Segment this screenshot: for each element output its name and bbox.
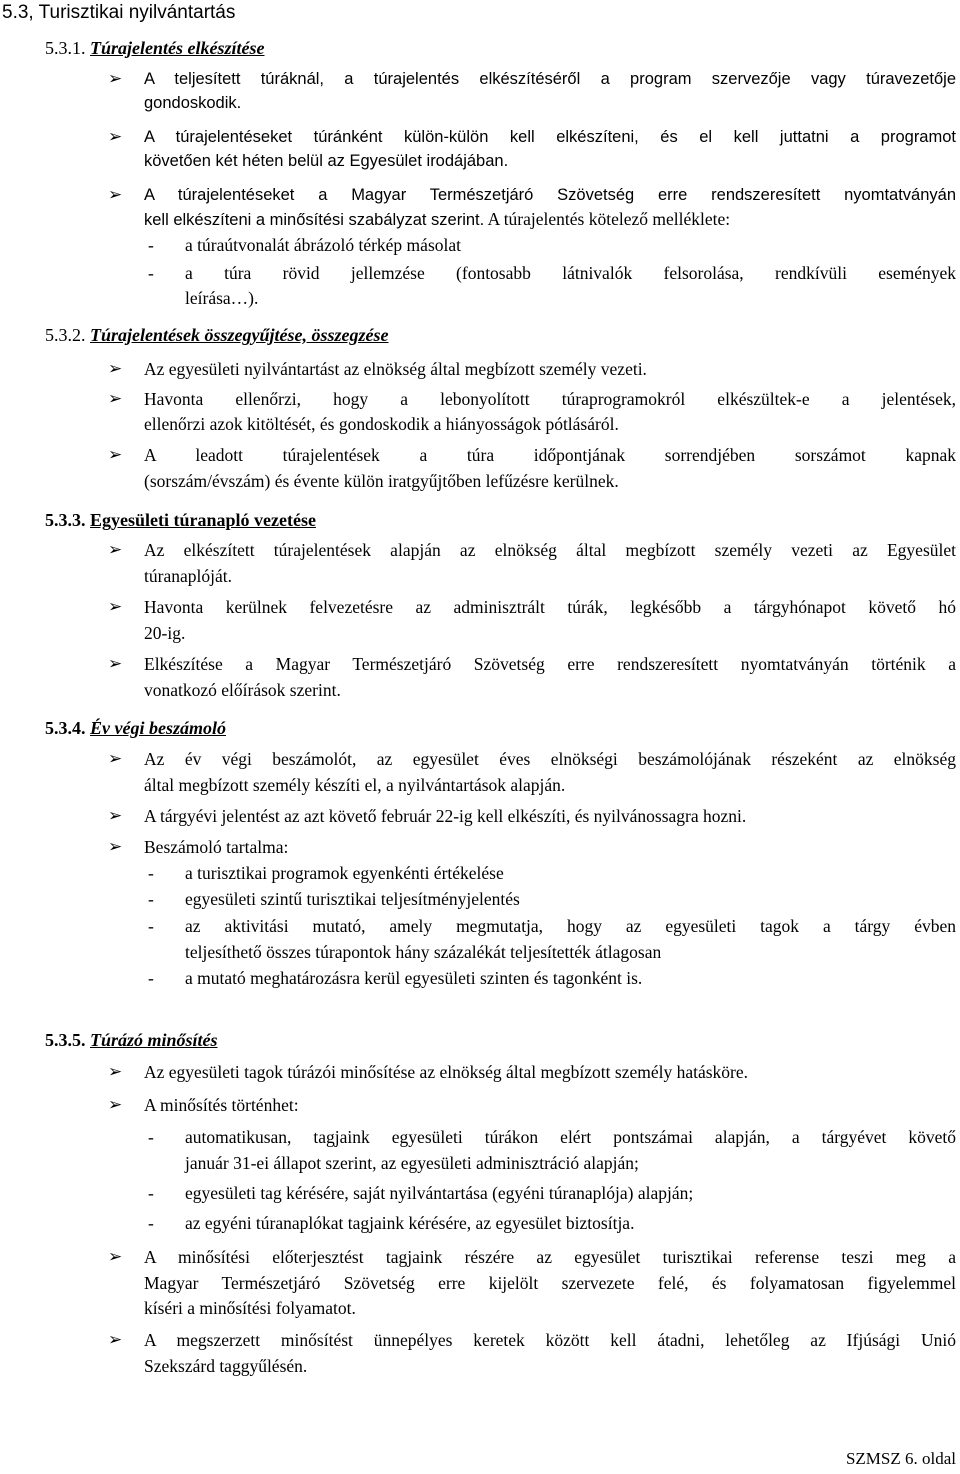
arrow-bullet-icon: ➢: [108, 1062, 123, 1082]
arrow-bullet-icon: ➢: [108, 185, 123, 205]
arrow-bullet-icon: ➢: [108, 1095, 123, 1115]
dash-bullet: -: [148, 263, 154, 283]
section-heading-5-3-4: 5.3.4. Év végi beszámoló: [45, 718, 226, 738]
arrow-bullet-icon: ➢: [108, 654, 123, 674]
dash-bullet: -: [148, 235, 154, 255]
arrow-bullet-icon: ➢: [108, 359, 123, 379]
arrow-bullet-icon: ➢: [108, 806, 123, 826]
arrow-bullet-icon: ➢: [108, 127, 123, 147]
dash-bullet: -: [148, 968, 154, 988]
dash-bullet: -: [148, 863, 154, 883]
arrow-bullet-icon: ➢: [108, 1247, 123, 1267]
dash-bullet: -: [148, 1183, 154, 1203]
arrow-bullet-icon: ➢: [108, 69, 123, 89]
dash-bullet: -: [148, 889, 154, 909]
section-heading-5-3-3: 5.3.3. Egyesületi túranapló vezetése: [45, 510, 316, 530]
section-heading-5-3-2: 5.3.2. Túrajelentések összegyűjtése, összegzése: [45, 325, 389, 345]
section-heading-5-3-5: 5.3.5. Túrázó minősítés: [45, 1030, 218, 1050]
arrow-bullet-icon: ➢: [108, 749, 123, 769]
arrow-bullet-icon: ➢: [108, 445, 123, 465]
arrow-bullet-icon: ➢: [108, 837, 123, 857]
dash-bullet: -: [148, 1213, 154, 1233]
dash-bullet: -: [148, 916, 154, 936]
arrow-bullet-icon: ➢: [108, 1330, 123, 1350]
arrow-bullet-icon: ➢: [108, 389, 123, 409]
section-heading-5-3-1: 5.3.1. Túrajelentés elkészítése: [45, 38, 265, 58]
page-title: 5.3, Turisztikai nyilvántartás: [2, 2, 236, 23]
dash-bullet: -: [148, 1127, 154, 1147]
document-page: 5.3, Turisztikai nyilvántartás 5.3.1. Túrajelentés elkészítése ➢ A teljesített túráknál, a túrajelentés elkészítéséről a program szervezője vagy túravezetője gondoskodik. ➢ A túrajelentéseket túránként külön-külön kell elkészíteni, és el kell juttatni a programot követően két héten belül az Egyesület irodájában. ➢ A túrajelentéseket a Magyar Természetjáró Szövetség erre rendszeresített nyomtatványán kell elkészíteni a minősítési szabályzat szerint. A túrajelentés kötelező melléklete: - a túraútvonalát ábrázoló térkép másolat - a túra rövid jellemzése (fontosabb látnivalók felsorolása, rendkívüli események leírása…). 5.3.2. Túrajelentések összegyűjtése, összegzése ➢ Az egyesületi nyilvántartást az elnökség által megbízott személy vezeti. ➢ Havonta ellenőrzi, hogy a lebonyolított túraprogramokról elkészültek-e a jelentések, ellenőrzi azok kitöltését, és gondoskodik a hiányosságok pótlásáról. ➢ A leadott túrajelentések a túra időpontjának sorrendjében sorszámot kapnak (sorszám/évszám) és évente külön iratgyűjtőben lefűzésre kerülnek. 5.3.3. Egyesületi túranapló vezetése ➢ Az elkészített túrajelentések alapján az elnökség által megbízott személy vezeti az Egyesület túranaplóját. ➢ Havonta kerülnek felvezetésre az adminisztrált túrák, legkésőbb a tárgyhónapot követő hó 20-ig. ➢ Elkészítése a Magyar Természetjáró Szövetség erre rendszeresített nyomtatványán történik a vonatkozó előírások szerint. 5.3.4. Év végi beszámoló ➢ Az év végi beszámolót, az egyesület éves elnökségi beszámolójának részeként az elnökség által megbízott személy készíti el, a nyilvántartások alapján. ➢ A tárgyévi jelentést az azt követő február 22-ig kell elkészíti, és nyilvánossagra hozni. ➢ Beszámoló tartalma: - a turisztikai programok egyenkénti értékelése - egyesületi szintű turisztikai teljesítményjelentés - az aktivitási mutató, amely megmutatja, hogy az egyesületi tagok a tárgy évben teljesíthető összes túrapontok hány százalékát teljesítették átlagosan - a mutató meghatározásra kerül egyesületi szinten és tagonként is. 5.3.5. Túrázó minősítés ➢ Az egyesületi tagok túrázói minősítése az elnökség által megbízott személy hatásköre. ➢ A minősítés történhet: - automatikusan, tagjaink egyesületi túrákon elért pontszámai alapján, a tárgyévet követő január 31-ei állapot szerint, az egyesületi adminisztráció alapján; - egyesületi tag kérésére, saját nyilvántartása (egyéni túranaplója) alapján; - az egyéni túranaplókat tagjaink kérésére, az egyesület biztosítja. ➢ A minősítési előterjesztést tagjaink részére az egyesület turisztikai referense teszi meg a Magyar Természetjáró Szövetség erre kijelölt szervezete felé, és folyamatosan figyelemmel kíséri a minősítési folyamatot. ➢ A megszerzett minősítést ünnepélyes keretek között kell átadni, lehetőleg az Ifjúsági Unió Szekszárd taggyűlésén. SZMSZ 6. oldal: [0, 0, 960, 1474]
page-footer: SZMSZ 6. oldal: [845, 1449, 956, 1468]
arrow-bullet-icon: ➢: [108, 597, 123, 617]
arrow-bullet-icon: ➢: [108, 540, 123, 560]
